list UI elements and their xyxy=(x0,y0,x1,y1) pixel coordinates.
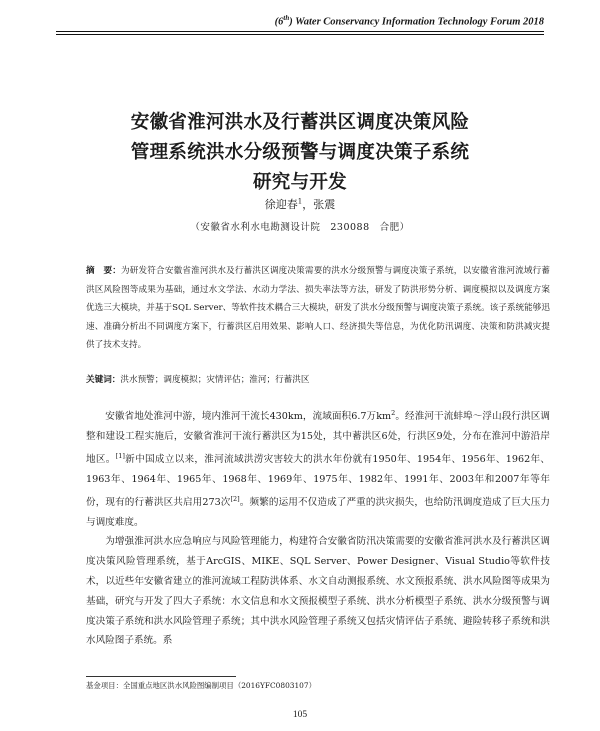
footnote: 基金项目：全国重点地区洪水风险图编制项目（2016YFC0803107） xyxy=(86,681,316,690)
title-line-3: 研究与开发 xyxy=(252,172,347,193)
body-text xyxy=(86,404,550,651)
abstract xyxy=(86,262,550,355)
header-rule-thin xyxy=(56,34,544,35)
header-rule-thick xyxy=(56,31,544,32)
abstract-text: 为研发符合安徽省淮河洪水及行蓄洪区调度决策需要的洪水分级预警与调度决策子系统，以安徽省淮河流域行蓄洪区风险图等成果为基础，通过水文学法、水动力学法、损失率法等方法，研发了防洪形势分析、调度模拟以及调度方案优选三大模块，并基于SQL Server、等软件技术耦合三大模块，研发了洪水分级预警与调度决策子系统。该子系统能够迅速、准确分析出不同调度方案下，行蓄洪区启用效果、影响人口、经济损失等信息，为优化防汛调度、决策和防洪减灾提供了技术支持。 xyxy=(86,266,550,350)
footnote-rule xyxy=(86,676,236,677)
paragraph-1: 安徽省地处淮河中游，境内淮河干流长430km，流域面积6.7万$km^2$。经淮河干流蚌埠～浮山段行洪区调整和建设工程实施后，安徽省淮河干流行蓄洪区为15处，其中蓄洪区6处，行洪区9处，分布在淮河中游沿岸地区。[1]新中国成立以来，淮河流域洪涝灾害较大的洪水年份就有1950年、1954年、1956年、1962年、1963年、1964年、1965年、1968年、1969年、1975年、1982年、1991年、2003年和2007年等年份，现有的行蓄洪区共启用273次[2]。频繁的运用不仅造成了严重的洪灾损失，也给防汛调度造成了巨大压力与调度难度。 xyxy=(86,409,551,528)
keywords-text: 洪水预警；调度模拟；灾情评估；淮河；行蓄洪区 xyxy=(120,375,310,385)
page-number: 105 xyxy=(292,710,308,720)
author-2: 张震 xyxy=(313,198,336,211)
running-header: (6th) Water Conservancy Information Technology Forum 2018 xyxy=(274,14,544,28)
paper-title xyxy=(40,108,560,198)
title-line-1: 安徽省淮河洪水及行蓄洪区调度决策风险 xyxy=(130,112,470,133)
author-1: 徐迎春 xyxy=(264,198,298,211)
keywords-label: 关键词： xyxy=(86,375,121,385)
paragraph-2: 为增强淮河洪水应急响应与风险管理能力，构建符合安徽省防汛决策需要的安徽省淮河洪水及行蓄洪区调度决策风险管理系统，基于ArcGIS、MIKE、SQL Server、Power Designer、Visual Studio等软件技术，以近些年安徽省建立的淮河流域工程防洪体系、水文自动测报系统、水文预报系统、洪水风险图等成果为基础，研究与开发了四大子系统：水文信息和水文预报模型子系统、洪水分析模型子系统、洪水分级预警与调度决策子系统和洪水风险管理子系统；其中洪水风险管理子系统又包括灾情评估子系统、避险转移子系统和洪水风险图子系统。系 xyxy=(86,536,550,647)
authors: 徐迎春$^1$，张震 xyxy=(264,197,336,211)
affiliation: （安徽省水利水电勘测设计院 230088 合肥） xyxy=(190,222,410,233)
abstract-label: 摘 要： xyxy=(86,266,122,276)
keywords xyxy=(86,372,550,388)
title-line-2: 管理系统洪水分级预警与调度决策子系统 xyxy=(130,142,470,163)
